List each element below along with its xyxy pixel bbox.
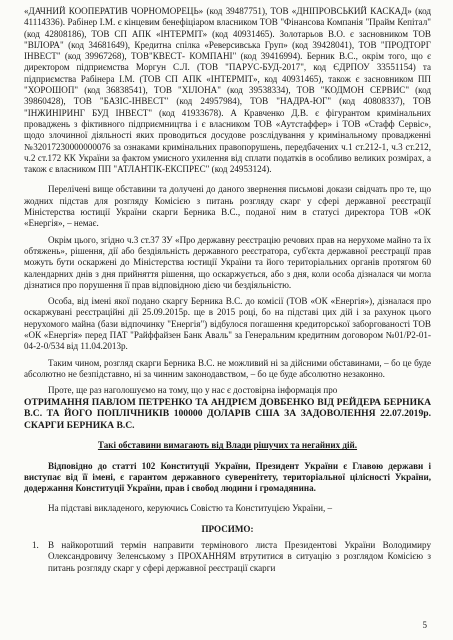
paragraph-no-grounds: Перелічені вище обставини та долучені до даного звернення письмові докази свідчать про те, що жодних підстав для розгляду Комісією з питань розгляду скарг у сфері державної реєстрації Міністерства юстиції України скарги Берника В.С., поданої ним в статусі директора ТОВ «ОК «Енергія», – немає. xyxy=(24,184,431,229)
request-list xyxy=(24,540,431,574)
page-number: 5 xyxy=(422,620,427,630)
list-item-number: 1. xyxy=(32,540,39,551)
list-item-text: В найкоротший термін направити термінового листа Президентові України Володимиру Олександровичу Зеленському з ПРОХАННЯМ втрутитися в ситуацію з розглядом Комісією з питань розгляду скарг у сфері державної реєстрації скарги xyxy=(48,540,431,573)
paragraph-basis: На підставі викладеного, керуючись Совістю та Конституцією України, – xyxy=(48,503,333,514)
bribery-headline: ОТРИМАННЯ ПАВЛОМ ПЕТРЕНКО ТА АНДРІЄМ ДОВБЕНКО ВІД РЕЙДЕРА БЕРНИКА В.С. ТА ЙОГО ПОПЛІЧНИКІВ 100000 ДОЛАРІВ США ЗА ЗАДОВОЛЕННЯ 22.07.2019р. СКАРГИ БЕРНИКА В.С. xyxy=(24,396,431,431)
paragraph-founders: «ДАЧНИЙ КООПЕРАТИВ ЧОРНОМОРЕЦЬ» (код 39487751), ТОВ «ДНІПРОВСЬКИЙ КАСКАД» (код 41114336). Рабінер І.М. є кінцевим бенефіціаром власником ТОВ "Фінансова Компанія "Прайм Кепітал" (код 42808186), ТОВ СП АПК «ІНТЕРМІТ» (код 40931465). Золотарьов В.О. є засновником ТОВ "ВІЛОРА" (код 34681649), Кредитна спілка «Реверсивська Груп» (код 39428041), ТОВ "ПРОДТОРГ ІНВЕСТ" (код 39967268), ТОВ"КВЕСТ- КОМПАНІ" (код 39416994). Берник В.С., окрім того, що є директором підприємства Моргун С.Л. (ТОВ "ПАРУС-БУД-2017", код ЄДРПОУ 33551154) та підприємства Рабінера І.М. (ТОВ СП АПК «ІНТЕРМІТ», код 40931465), також є засновником ПП "ХОРОШОП" (код 36838541), ТОВ "ХІЛОНА" (код 39538334), ТОВ "КОДМОН СЕРВИС" (код 39860428), ТОВ "БАЗІС-ІНВЕСТ" (код 24957984), ТОВ "НАДРА-ЮГ" (код 40808337), ТОВ "ІНЖИНІРИНГ БУД ІНВЕСТ" (код 41933678). А Кравченко Д.В. є фігурантом кримінальних проваджень з фіктивного підприємництва і є власником ТОВ «Аутстаффер» і ТОВ «Стафф Сервіс», щодо злочинної діяльності яких проводиться досудове розслідування у кримінальному провадженні №32017230000000076 за ознаками кримінальних правопорушень, передбачених ч.1 ст.212-1, ч.3 ст.212, ч.2 ст.172 КК України за фактом умисного ухилення від сплати податків в особливо великих розмірах, а також є власником ПП "АТЛАНТІК-ЕКСПРЕС" (код 24953124). xyxy=(24,6,431,175)
request-title: ПРОСИМО: xyxy=(201,523,254,534)
paragraph-law-article: Окрім цього, згідно ч.3 ст.37 ЗУ «Про державну реєстрацію речових прав на нерухоме майно та їх обтяжень», рішення, дії або бездіяльність державного реєстратора, суб'єкта державної реєстрації прав можуть бути оскаржені до Міністерства юстиції України та його територіальних органів протягом 60 календарних днів з дня прийняття рішення, що оскаржується, або з дня, коли особа дізналася чи могла дізнатися про порушення її прав відповідною дією чи бездіяльністю. xyxy=(24,234,431,290)
paragraph-conclusion: Таким чином, розгляд скарги Берника В.С. не можливий ні за дійсними обставинами, – бо це буде абсолютно не безпідставно, ні за чинним законодавством, – бо це буде абсолютно незаконно. xyxy=(24,357,431,379)
paragraph-emphasis: Проте, ще раз наголошуємо на тому, що у нас є достовірна інформація про xyxy=(48,385,338,396)
list-item xyxy=(24,540,431,574)
paragraph-complainant: Особа, від імені якої подано скаргу Берника В.С. до комісії (ТОВ «ОК «Енергія»), дізналася про оскаржувані реєстраційні дії 25.09.2015р. ще в 2015 році, бо на підставі цих дій і за рахунок цього нерухомого майна (бази відпочинку "Енергія") відбулося погашення кредиторської заборгованості ТОВ «ОК «Енергія» перед ПАТ "Райффайзен Банк Аваль" за Генеральним кредитним договором №01/Р2-01-04-2-0/534 від 11.04.2013р. xyxy=(24,296,431,352)
paragraph-constitution: Відповідно до статті 102 Конституції України, Президент України є Главою держави і виступає від її імені, є гарантом державного суверенітету, територіальної цілісності України, додержання Конституції України, прав і свобод людини і громадянина. xyxy=(24,460,431,494)
section-title: Такі обставини вимагають від Влади рішучих та негайних дій. xyxy=(97,440,358,451)
